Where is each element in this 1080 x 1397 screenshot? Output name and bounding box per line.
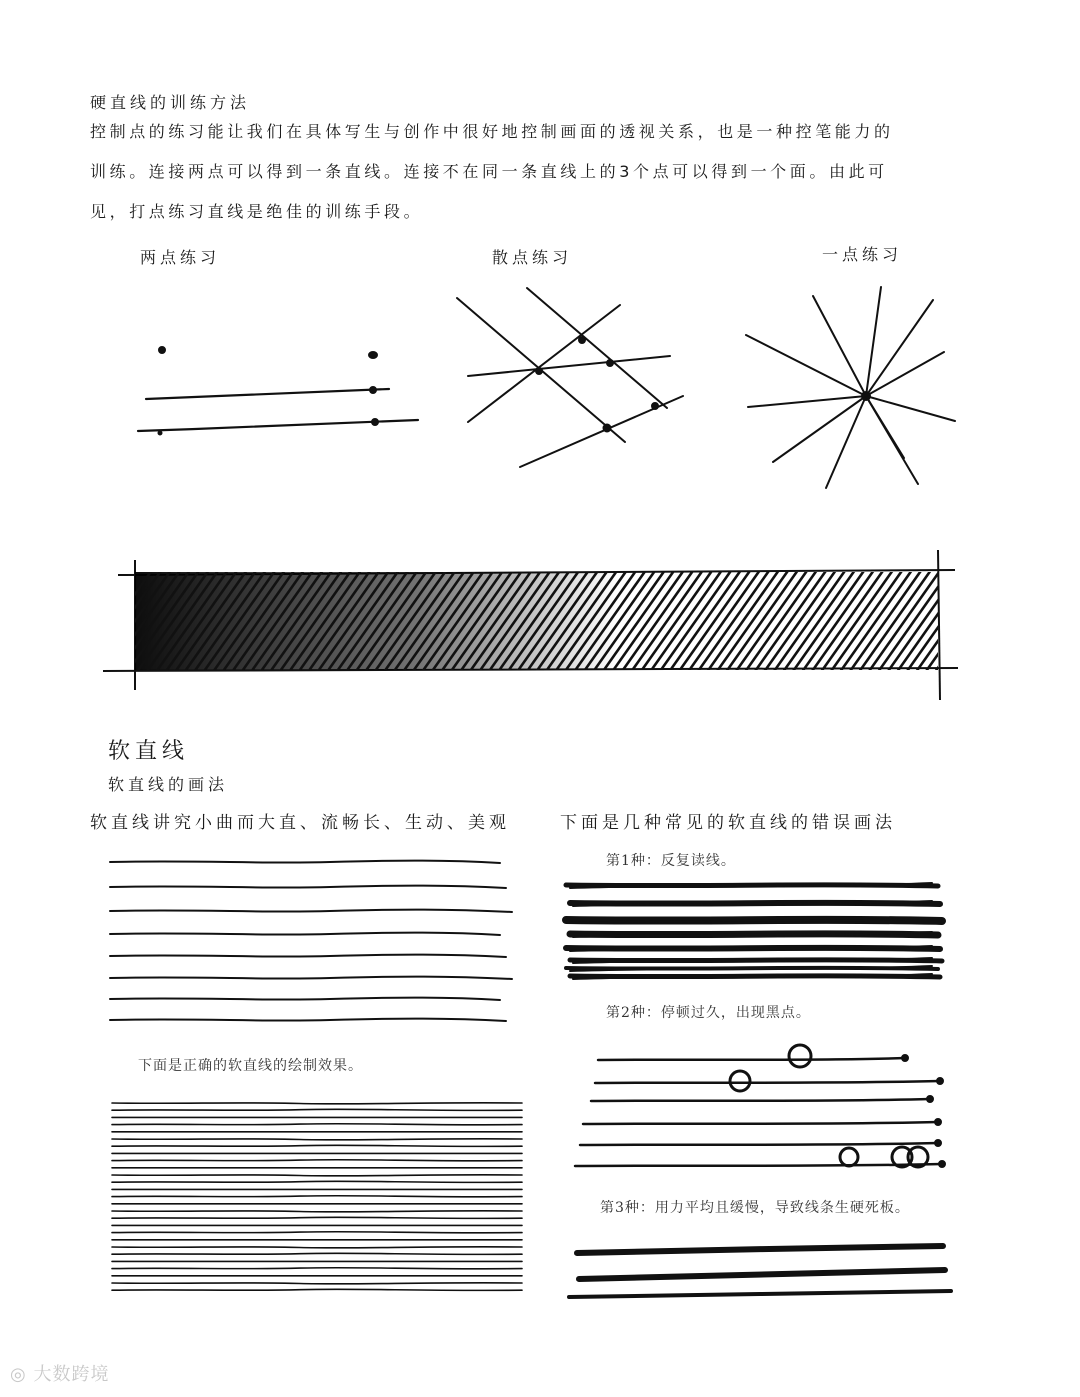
practice-dot — [158, 431, 162, 435]
soft-line-subheading: 软直线的画法 — [108, 775, 229, 794]
watermark-text: 大数跨境 — [33, 1364, 110, 1385]
dense-soft-line — [112, 1268, 522, 1269]
dense-soft-line — [112, 1232, 522, 1233]
soft-line-left-caption: 软直线讲究小曲而大直、流畅长、生动、美观 — [90, 813, 510, 833]
dense-soft-line — [112, 1139, 522, 1140]
line-end-dot — [935, 1140, 942, 1147]
practice-dot — [536, 368, 543, 375]
radial-line — [866, 287, 881, 396]
section-heading-soft-line: 软直线 — [108, 739, 190, 764]
paragraph-line-2: 训练。连接两点可以得到一条直线。连接不在同一条直线上的3个点可以得到一个面。由此可 — [90, 162, 888, 181]
error-example-black-dots — [575, 1045, 946, 1168]
error-circle-mark — [730, 1071, 750, 1091]
hatch-stroke — [954, 570, 1026, 672]
scatter-point-practice-drawing — [457, 288, 683, 467]
error-caption-2: 第2种：停顿过久，出现黑点。 — [606, 1005, 811, 1021]
dense-soft-line — [112, 1181, 522, 1182]
error-caption-1: 第1种：反复读线。 — [606, 853, 736, 869]
dense-soft-line — [112, 1217, 522, 1218]
dense-soft-line — [112, 1175, 522, 1176]
practice-line — [468, 356, 670, 376]
soft-line — [110, 910, 512, 912]
correct-soft-line-effect — [112, 1103, 522, 1291]
error-caption-3: 第3种：用力平均且缓慢，导致线条生硬死板。 — [600, 1200, 910, 1216]
practice-dot — [652, 403, 659, 410]
soft-line — [110, 933, 500, 935]
dense-soft-line — [112, 1124, 522, 1125]
label-two-point-practice: 两点练习 — [140, 248, 221, 267]
stiff-line — [579, 1270, 945, 1279]
soft-line — [110, 1019, 506, 1021]
stiff-line — [569, 1291, 951, 1297]
section-title-hard-line: 硬直线的训练方法 — [90, 93, 251, 112]
radial-line — [813, 296, 866, 396]
practice-line — [146, 389, 389, 399]
radial-line — [746, 335, 866, 396]
hatch-stroke — [973, 570, 1045, 672]
dense-soft-line — [112, 1289, 522, 1290]
error-example-repeated-lines — [566, 883, 942, 979]
error-example-stiff-lines — [569, 1246, 951, 1297]
label-scatter-point-practice: 散点练习 — [492, 248, 573, 267]
one-point-practice-drawing — [746, 287, 955, 488]
practice-dot — [607, 360, 614, 367]
correct-soft-lines — [110, 861, 512, 1021]
practice-dot — [370, 387, 377, 394]
dotted-line — [580, 1143, 938, 1145]
dense-soft-line — [112, 1145, 522, 1146]
practice-dot — [369, 352, 378, 359]
dense-soft-line — [112, 1253, 522, 1254]
soft-line — [110, 955, 506, 957]
dotted-line — [598, 1058, 905, 1060]
dense-soft-line — [112, 1283, 522, 1284]
watermark-icon: ◎ — [10, 1364, 27, 1385]
error-circle-mark — [789, 1045, 811, 1067]
practice-dot — [372, 419, 379, 426]
dense-soft-line — [112, 1109, 522, 1110]
practice-dot — [159, 347, 166, 354]
soft-line — [110, 977, 512, 979]
paragraph-line-1: 控制点的练习能让我们在具体写生与创作中很好地控制画面的透视关系，也是一种控笔能力的 — [90, 122, 894, 141]
dotted-line — [595, 1081, 940, 1083]
hatch-stroke — [983, 570, 1055, 672]
dense-soft-line — [112, 1211, 522, 1212]
line-end-dot — [927, 1096, 934, 1103]
soft-line — [110, 886, 506, 888]
correct-soft-line-caption: 下面是正确的软直线的绘制效果。 — [138, 1058, 363, 1074]
line-end-dot — [935, 1119, 942, 1126]
line-end-dot — [902, 1055, 909, 1062]
soft-line — [110, 998, 500, 1000]
dense-soft-line — [112, 1247, 522, 1248]
hatch-stroke — [935, 570, 1007, 672]
hatch-stroke — [992, 570, 1064, 672]
radial-line — [866, 352, 944, 396]
paragraph-line-3: 见，打点练习直线是绝佳的训练手段。 — [90, 202, 424, 221]
radial-line — [748, 396, 866, 407]
dense-soft-line — [112, 1196, 522, 1197]
error-circle-mark — [840, 1148, 858, 1166]
line-end-dot — [937, 1078, 944, 1085]
dotted-line — [591, 1099, 930, 1101]
hatched-bar-drawing — [80, 550, 1064, 700]
dotted-line — [575, 1164, 942, 1166]
label-one-point-practice: 一点练习 — [822, 245, 903, 264]
stiff-line — [577, 1246, 943, 1253]
dense-soft-line — [112, 1103, 522, 1104]
hatch-stroke — [964, 570, 1036, 672]
radial-line — [866, 300, 933, 396]
dotted-line — [583, 1122, 938, 1124]
soft-line-right-caption: 下面是几种常见的软直线的错误画法 — [560, 813, 896, 833]
soft-line — [110, 861, 500, 863]
dense-soft-line — [112, 1160, 522, 1161]
practice-line — [527, 288, 667, 408]
frame-right-line — [938, 550, 940, 700]
hatch-stroke — [945, 570, 1017, 672]
two-point-practice-drawing — [138, 347, 418, 436]
line-end-dot — [939, 1161, 946, 1168]
practice-dot — [579, 337, 586, 344]
practice-dot — [603, 424, 611, 432]
